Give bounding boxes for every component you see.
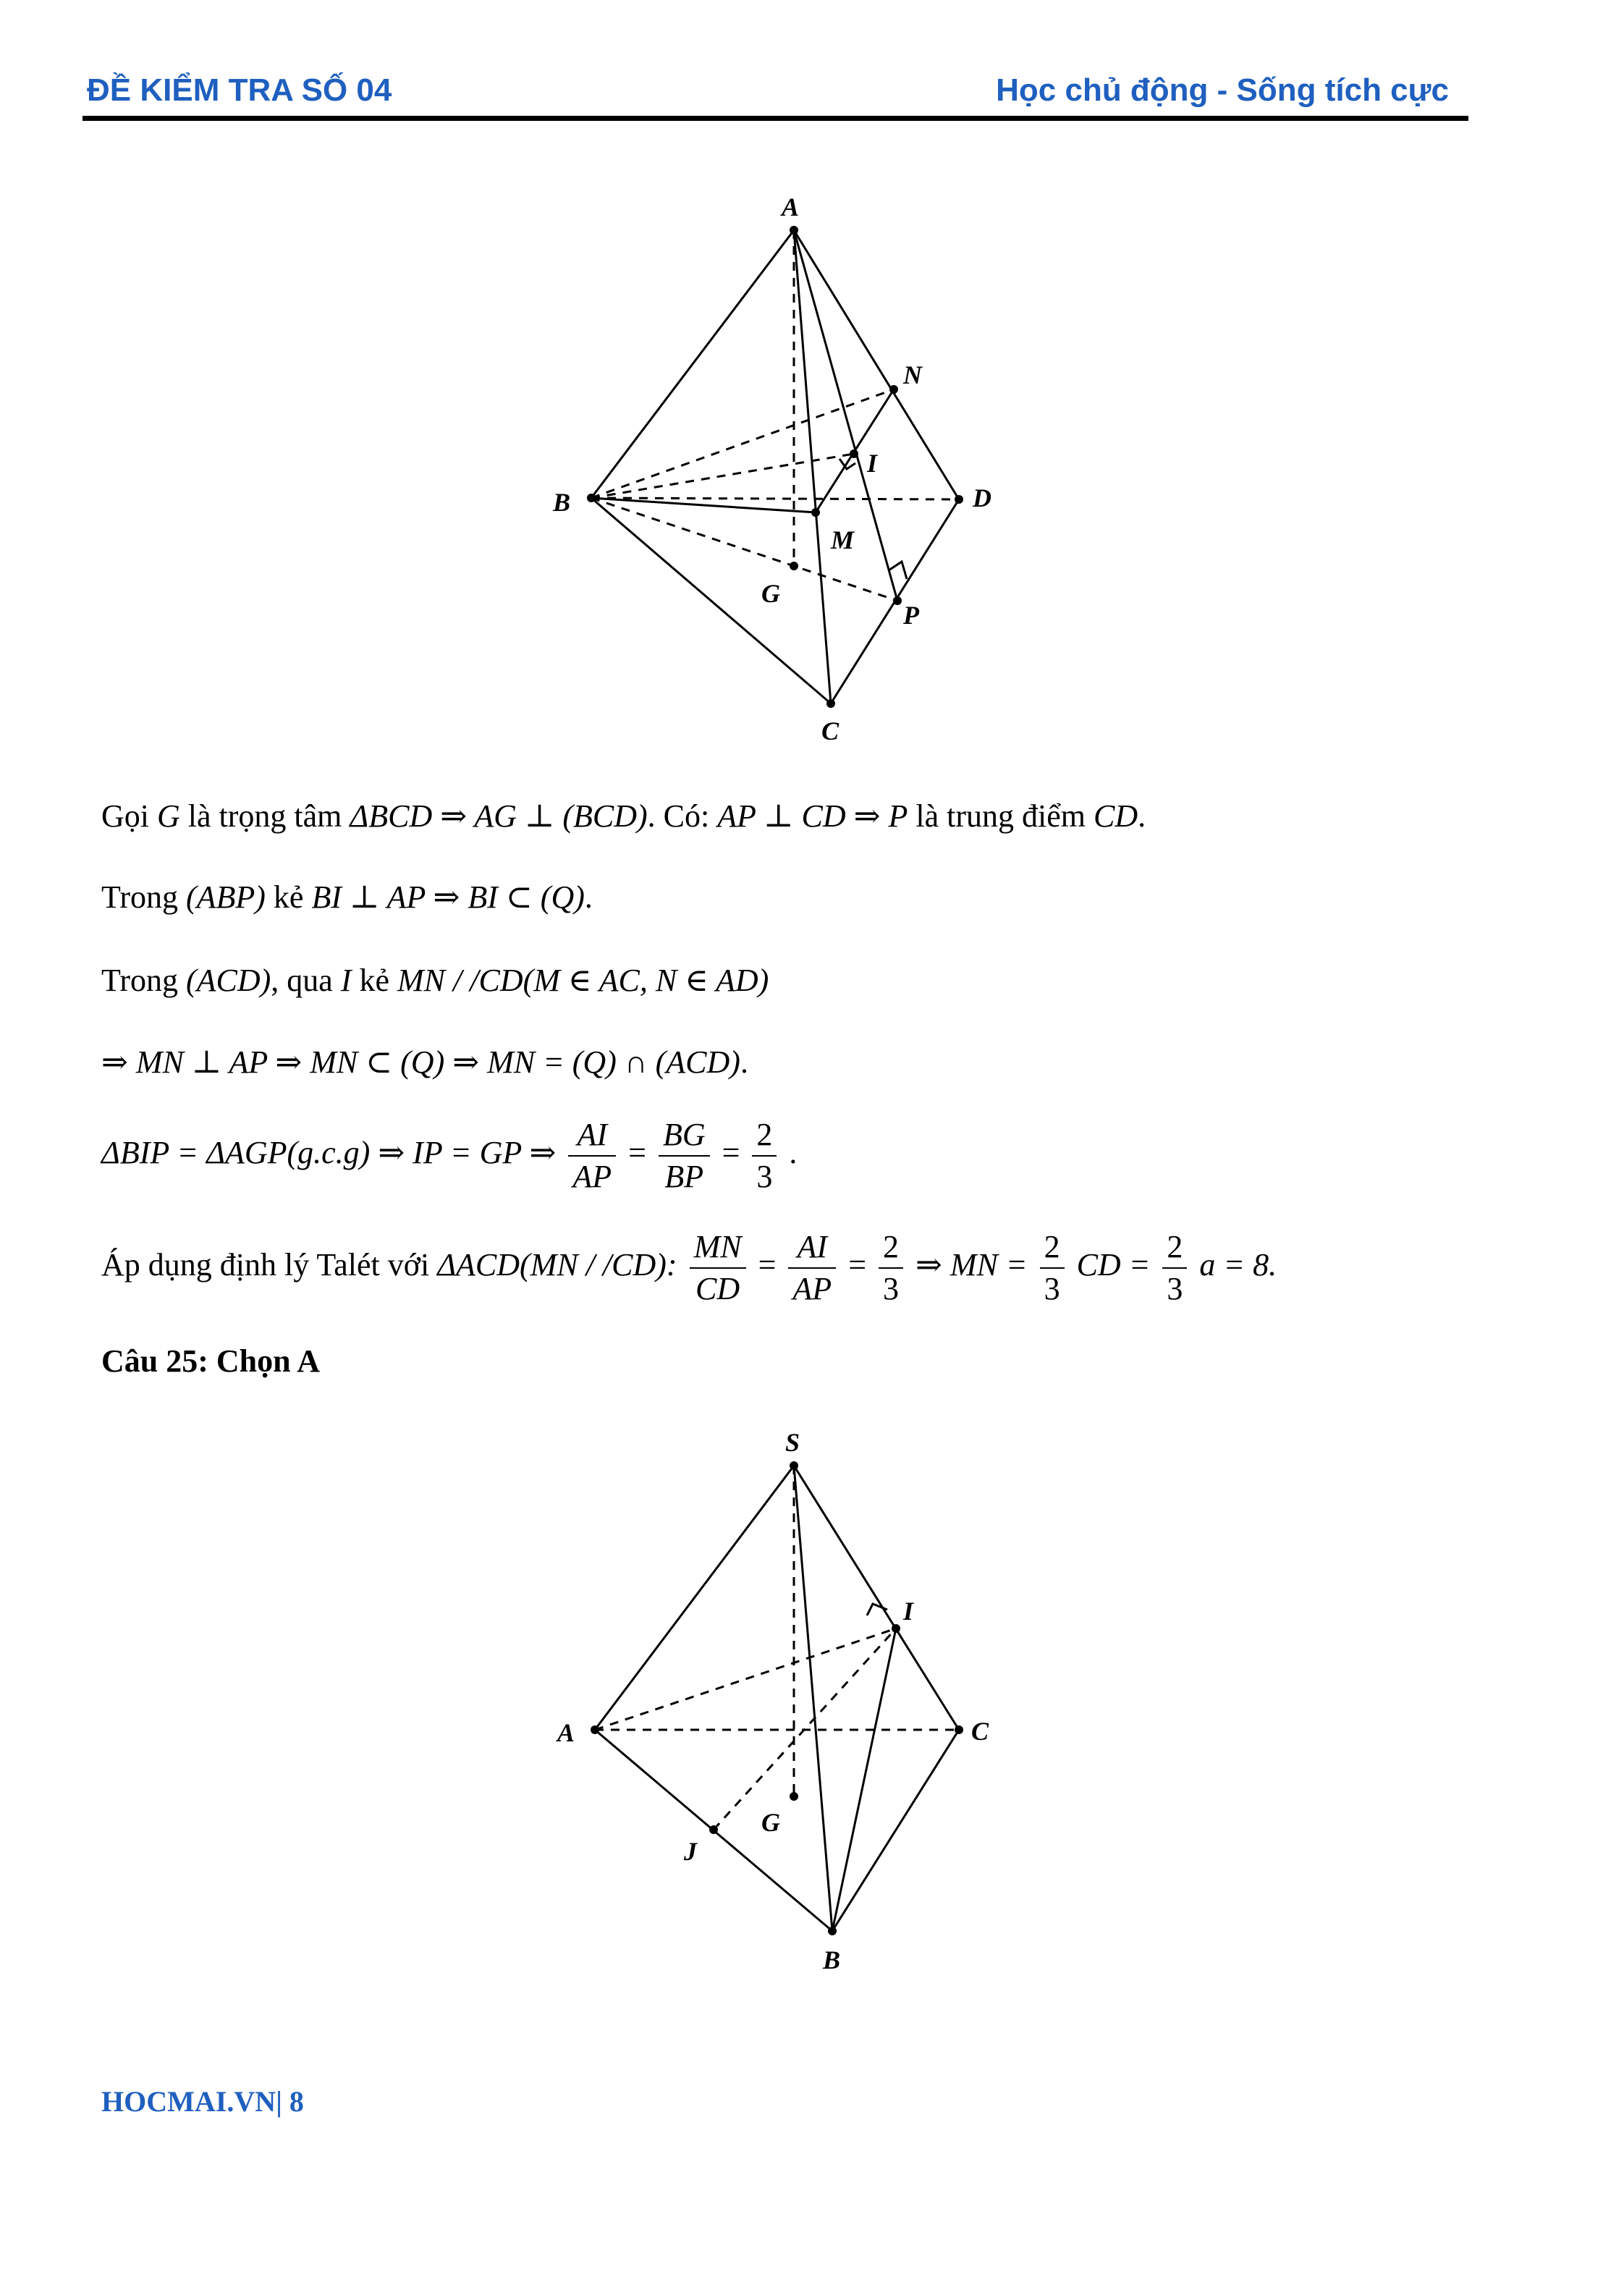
question-heading: Câu 25: Chọn A [101,1343,320,1379]
exam-title: ĐỀ KIỂM TRA SỐ 04 [87,72,392,108]
label-i-2: I [903,1597,914,1626]
solution-line-4: ⇒ MN ⊥ AP ⇒ MN ⊂ (Q) ⇒ MN = (Q) ∩ (ACD). [101,1044,748,1080]
fraction-mn-cd: $\frac{MN}{CD}$ [690,1227,746,1309]
solution-line-6: Áp dụng định lý Talét với ΔACD(MN / /CD): $\frac{MN}{CD}$ = $\frac{AI}{AP}$ = $\frac{2}{3}$ ⇒ MN = $\frac{2}{3}$ CD = $\frac{2}{3}$ a = 8. [101,1227,1277,1309]
label-m: M [831,525,855,554]
label-j: J [684,1837,697,1866]
label-i: I [867,449,878,478]
label-g: G [761,579,780,608]
label-a: A [782,193,800,221]
label-b-2: B [823,1945,841,1974]
label-d: D [973,483,991,512]
fraction-ai-ap-2: $\frac{AI}{AP}$ [788,1227,836,1309]
fraction-2-3-c: $\frac{2}{3}$ [1162,1227,1187,1309]
fraction-bg-bp: $\frac{BG}{BP}$ [659,1115,710,1197]
page-footer: HOCMAI.VN| 8 [101,2085,304,2118]
label-p: P [903,601,919,630]
solution-line-3: Trong (ACD), qua I kẻ MN / /CD(M ∈ AC, N ∈ AD) [101,963,769,998]
label-s: S [785,1428,800,1457]
figure-tetrahedron-abcd [0,0,1624,760]
header-slogan: Học chủ động - Sống tích cực [996,72,1449,108]
label-c: C [821,717,840,745]
fraction-2-3: $\frac{2}{3}$ [752,1115,777,1197]
solution-line-1: Gọi G là trọng tâm ΔBCD ⇒ AG ⊥ (BCD). Có: AP ⊥ CD ⇒ P là trung điểm CD. [101,798,1146,834]
label-n: N [903,360,922,389]
label-b: B [553,488,571,517]
label-a-2: A [557,1718,575,1747]
solution-line-5: ΔBIP = ΔAGP(g.c.g) ⇒ IP = GP ⇒ $\frac{AI}{AP}$ = $\frac{BG}{BP}$ = $\frac{2}{3}$ . [101,1115,797,1197]
figure-tetrahedron-sabc [0,1411,1624,1990]
label-g-2: G [761,1808,780,1837]
fraction-2-3-a: $\frac{2}{3}$ [879,1227,903,1309]
fraction-2-3-b: $\frac{2}{3}$ [1040,1227,1065,1309]
solution-line-2: Trong (ABP) kẻ BI ⊥ AP ⇒ BI ⊂ (Q). [101,879,593,915]
fraction-ai-ap: $\frac{AI}{AP}$ [568,1115,616,1197]
label-c-2: C [971,1717,989,1746]
